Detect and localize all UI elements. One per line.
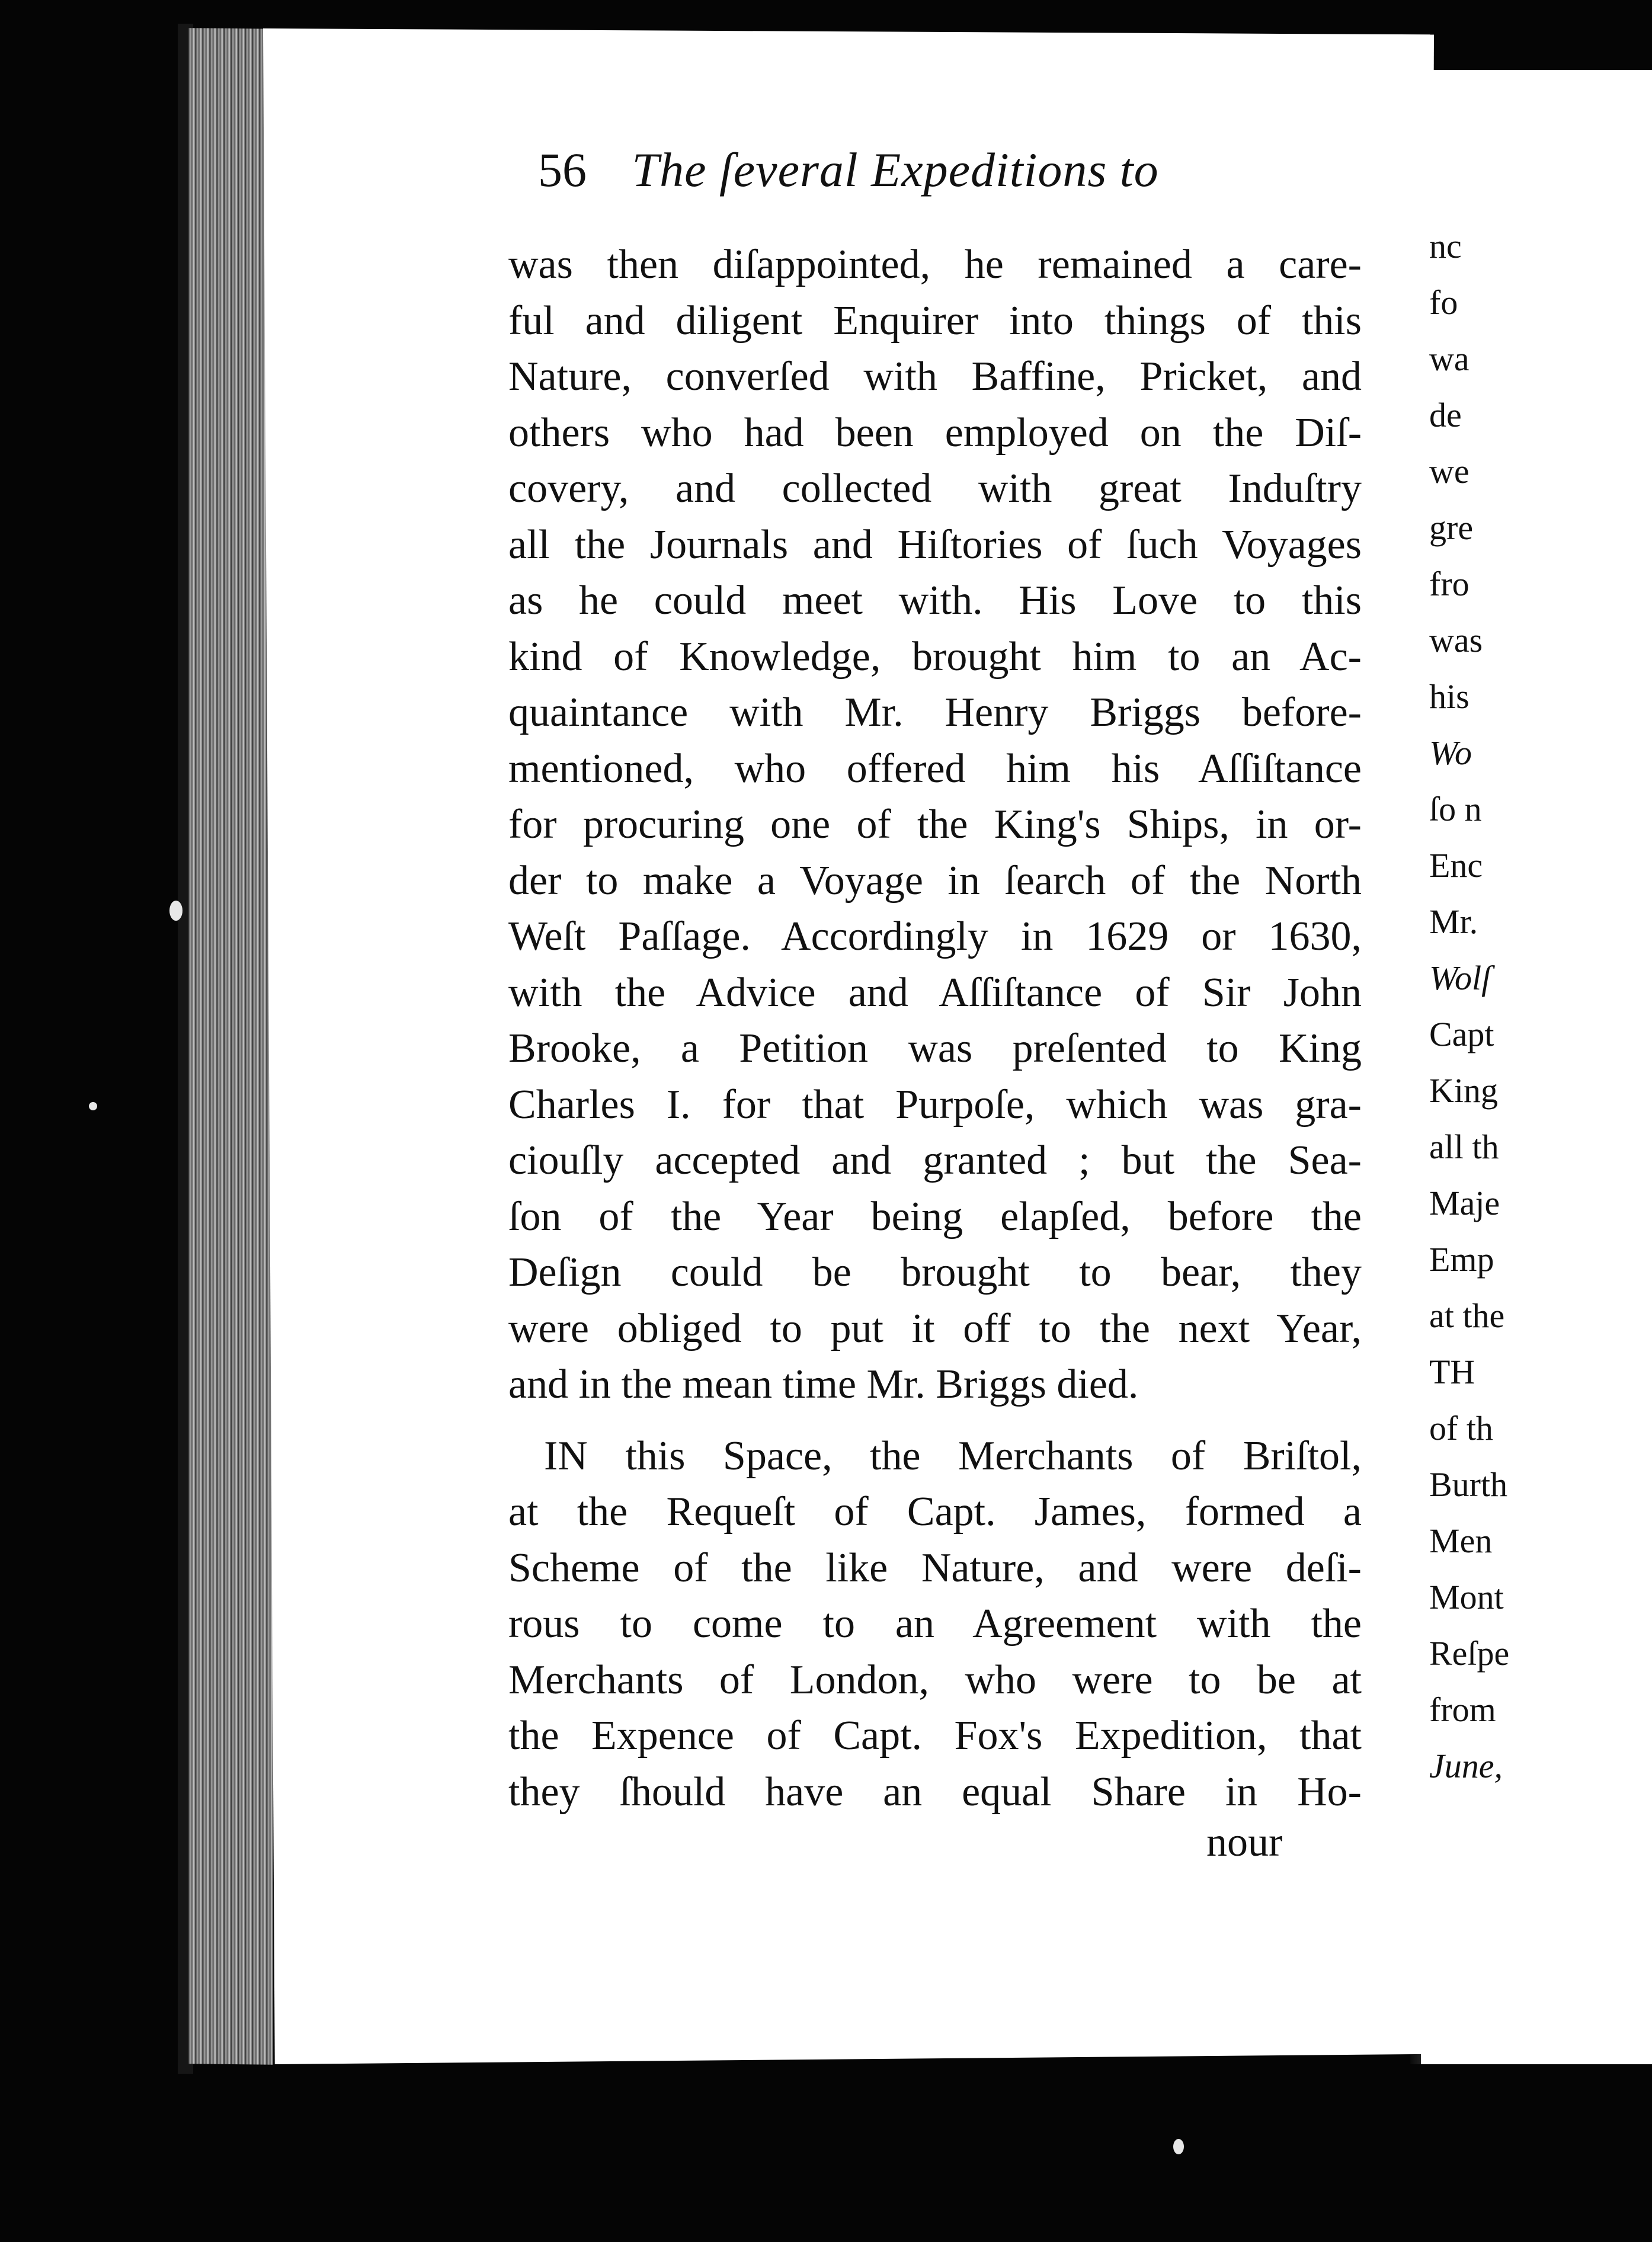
text-line: ful and diligent Enquirer into things of this [508, 297, 1362, 344]
page-body [508, 237, 1362, 1820]
text-line: the Expence of Capt. Fox's Expedition, that [508, 1713, 1362, 1759]
text-line: mentioned, who offered him his Aſſiſtance [508, 745, 1362, 792]
text-line: as he could meet with. His Love to this [508, 578, 1362, 623]
text-line: Deſign could be brought to bear, they [508, 1250, 1362, 1295]
page-number: 56 [538, 143, 587, 197]
fragment-line: Maje [1429, 1184, 1500, 1222]
fragment-line: of th [1429, 1409, 1493, 1447]
text-line: quaintance with Mr. Henry Briggs before- [508, 690, 1362, 735]
text-line: Weſt Paſſage. Accordingly in 1629 or 1630, [508, 914, 1362, 959]
fragment-line: Men [1429, 1522, 1493, 1560]
fragment-line: Capt [1429, 1015, 1494, 1053]
fragment-line: Emp [1429, 1240, 1494, 1279]
dust-speck [1173, 2139, 1184, 2154]
fragment-line: Reſpe [1429, 1634, 1510, 1673]
text-line: covery, and collected with great Induſtry [508, 466, 1362, 511]
text-line: Merchants of London, who were to be at [508, 1657, 1362, 1703]
fragment-line: Mr. [1429, 902, 1478, 941]
fragment-line: all th [1429, 1128, 1499, 1166]
text-line: was then diſappointed, he remained a care- [508, 242, 1362, 287]
fragment-line: Wolſ [1429, 959, 1491, 997]
fragment-line: his [1429, 677, 1469, 716]
fragment-line: June, [1429, 1747, 1503, 1785]
fragment-line: Enc [1429, 846, 1483, 885]
fragment-line: we [1429, 452, 1469, 491]
running-header [538, 142, 1237, 198]
page-edges [188, 28, 273, 2064]
fragment-line: gre [1429, 508, 1474, 547]
text-line: ſon of the Year being elapſed, before the [508, 1193, 1362, 1239]
text-line: rous to come to an Agreement with the [508, 1601, 1362, 1647]
text-line: Brooke, a Petition was preſented to King [508, 1026, 1362, 1071]
fragment-line: nc [1429, 227, 1462, 265]
text-line: they ſhould have an equal Share in Ho- [508, 1769, 1362, 1815]
text-line: all the Journals and Hiſtories of ſuch Voyages [508, 521, 1362, 568]
text-line: others who had been employed on the Diſ- [508, 409, 1362, 456]
fragment-line: Wo [1429, 734, 1472, 772]
fragment-line: Mont [1429, 1578, 1504, 1616]
fragment-line: de [1429, 396, 1462, 434]
dust-speck [169, 901, 183, 921]
text-line: at the Requeſt of Capt. James, formed a [508, 1489, 1362, 1535]
fragment-line: was [1429, 621, 1483, 659]
right-page-text [1429, 218, 1652, 1794]
text-line: Charles I. for that Purpoſe, which was gra- [508, 1081, 1362, 1128]
text-line: Scheme of the like Nature, and were deſi- [508, 1545, 1362, 1591]
fragment-line: Burth [1429, 1465, 1508, 1504]
fragment-line: TH [1429, 1353, 1475, 1391]
text-line: IN this Space, the Merchants of Briſtol, [544, 1433, 1362, 1479]
fragment-line: fo [1429, 283, 1458, 322]
text-line: Nature, converſed with Baffine, Pricket, and [508, 354, 1362, 399]
dust-speck [89, 1102, 97, 1110]
running-title: The ſeveral Expeditions to [632, 143, 1159, 197]
text-line: with the Advice and Aſſiſtance of Sir John [508, 969, 1362, 1016]
text-line: der to make a Voyage in ſearch of the North [508, 857, 1362, 904]
text-line: for procuring one of the King's Ships, in or- [508, 802, 1362, 847]
fragment-line: fro [1429, 565, 1469, 603]
fragment-line: King [1429, 1071, 1498, 1110]
text-line: were obliged to put it off to the next Year, [508, 1305, 1362, 1351]
text-line: kind of Knowledge, brought him to an Ac- [508, 633, 1362, 680]
fragment-line: at the [1429, 1296, 1505, 1335]
fragment-line: ſo n [1429, 790, 1482, 828]
text-line: ciouſly accepted and granted ; but the Sea- [508, 1138, 1362, 1183]
catchword: nour [1206, 1820, 1283, 1865]
text-line: and in the mean time Mr. Briggs died. [508, 1362, 1139, 1407]
fragment-line: wa [1429, 339, 1469, 378]
fragment-line: from [1429, 1690, 1496, 1729]
